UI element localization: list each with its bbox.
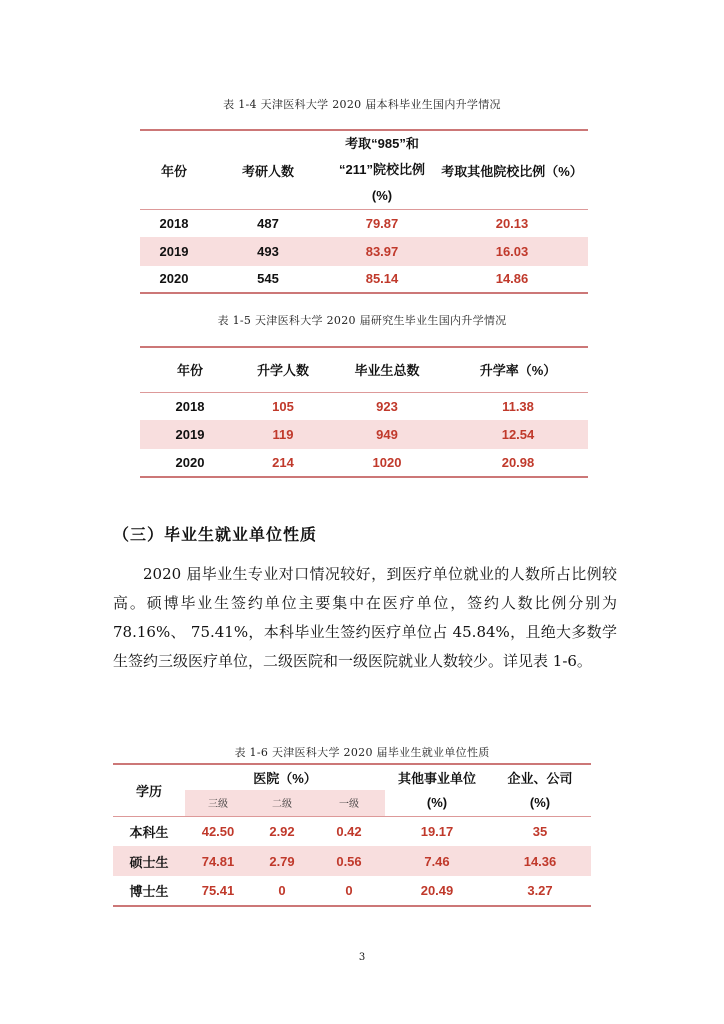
header-ratio-line1: 考取“985”和 xyxy=(345,136,419,151)
table-1-6-caption: 表 1-6 天津医科大学 2020 届毕业生就业单位性质 xyxy=(234,746,490,759)
cell-count: 214 xyxy=(272,455,294,470)
table-1-4 xyxy=(140,129,588,294)
cell-rate: 12.54 xyxy=(501,427,535,442)
section-paragraph: 2020 届毕业生专业对口情况较好，到医疗单位就业的人数所占比例较高。硕博毕业生签约单位主要集中在医疗单位，签约人数比例分别为 78.16%、 75.41%，本科毕业生签约医疗单位占 45.84%，且绝大多数学生签约三级医疗单位，二级医院和一级医院就业人数较少。详见表 1-6。 xyxy=(113,565,617,670)
cell-level3: 75.41 xyxy=(201,883,235,898)
cell-level2: 2.92 xyxy=(269,823,295,839)
cell-year: 2019 xyxy=(175,427,205,442)
cell-count: 545 xyxy=(257,271,279,286)
cell-degree: 博士生 xyxy=(129,884,169,899)
cell-count: 487 xyxy=(257,215,279,231)
cell-year: 2018 xyxy=(159,215,189,231)
cell-other: 7.46 xyxy=(424,853,450,869)
section-heading: （三）毕业生就业单位性质 xyxy=(113,525,318,544)
table-row xyxy=(113,846,591,876)
header-year: 年份 xyxy=(140,130,208,210)
cell-count: 493 xyxy=(257,243,279,259)
cell-degree: 本科生 xyxy=(129,824,169,840)
cell-level2: 2.79 xyxy=(269,853,295,869)
header-other: 考取其他院校比例（%） xyxy=(436,130,588,210)
cell-degree: 硕士生 xyxy=(129,854,169,870)
cell-level1: 0.42 xyxy=(336,823,362,839)
table-1-5 xyxy=(140,346,588,478)
header-total: 毕业生总数 xyxy=(326,347,448,392)
page-number: 3 xyxy=(358,952,366,963)
cell-company: 35 xyxy=(532,823,548,839)
cell-level2: 0 xyxy=(278,883,286,898)
header-ratio-line2: “211”院校比例 xyxy=(339,162,425,177)
cell-ratio: 85.14 xyxy=(365,271,399,286)
cell-level3: 42.50 xyxy=(201,823,235,839)
table-row xyxy=(140,449,588,477)
header-hospital: 医院（%） xyxy=(253,771,317,786)
header-ratio xyxy=(328,130,436,210)
cell-other: 20.13 xyxy=(495,215,529,231)
table-row xyxy=(113,816,591,846)
cell-total: 1020 xyxy=(372,455,402,470)
table-1-4-caption: 表 1-4 天津医科大学 2020 届本科毕业生国内升学情况 xyxy=(223,98,501,111)
table-1-6 xyxy=(113,763,591,907)
table-row xyxy=(113,876,591,906)
table-row xyxy=(140,266,588,293)
header-ratio-line3: (%) xyxy=(371,188,393,203)
cell-level1: 0 xyxy=(345,883,353,898)
header-company-line1: 企业、公司 xyxy=(507,771,573,786)
header-year: 年份 xyxy=(140,347,240,392)
header-count: 考研人数 xyxy=(208,130,328,210)
header-company-line2: (%) xyxy=(489,790,591,816)
cell-other: 19.17 xyxy=(420,823,454,839)
cell-total: 949 xyxy=(376,427,398,442)
header-rate: 升学率（%） xyxy=(448,347,588,392)
cell-count: 105 xyxy=(272,398,294,414)
cell-count: 119 xyxy=(272,427,294,442)
cell-total: 923 xyxy=(376,398,398,414)
table-row xyxy=(140,392,588,420)
cell-other: 16.03 xyxy=(495,243,529,259)
header-count: 升学人数 xyxy=(240,347,326,392)
header-level1: 一级 xyxy=(313,790,385,816)
cell-year: 2020 xyxy=(175,455,205,470)
table-row xyxy=(140,210,588,237)
table-row xyxy=(140,237,588,266)
header-level3: 三级 xyxy=(185,790,251,816)
cell-company: 14.36 xyxy=(523,853,557,869)
cell-ratio: 79.87 xyxy=(365,215,399,231)
table-row xyxy=(140,420,588,449)
cell-ratio: 83.97 xyxy=(365,243,399,259)
cell-year: 2018 xyxy=(175,398,205,414)
cell-company: 3.27 xyxy=(527,883,553,898)
cell-level1: 0.56 xyxy=(336,853,362,869)
cell-level3: 74.81 xyxy=(201,853,235,869)
header-degree: 学历 xyxy=(113,764,185,816)
header-other-line2: (%) xyxy=(385,790,489,816)
cell-year: 2019 xyxy=(159,243,189,259)
header-level2: 二级 xyxy=(251,790,313,816)
cell-rate: 20.98 xyxy=(501,455,535,470)
table-1-5-caption: 表 1-5 天津医科大学 2020 届研究生毕业生国内升学情况 xyxy=(217,314,507,327)
cell-rate: 11.38 xyxy=(502,398,534,414)
cell-year: 2020 xyxy=(159,271,189,286)
header-other-line1: 其他事业单位 xyxy=(397,771,476,786)
cell-other: 14.86 xyxy=(495,271,529,286)
cell-other: 20.49 xyxy=(420,883,454,898)
